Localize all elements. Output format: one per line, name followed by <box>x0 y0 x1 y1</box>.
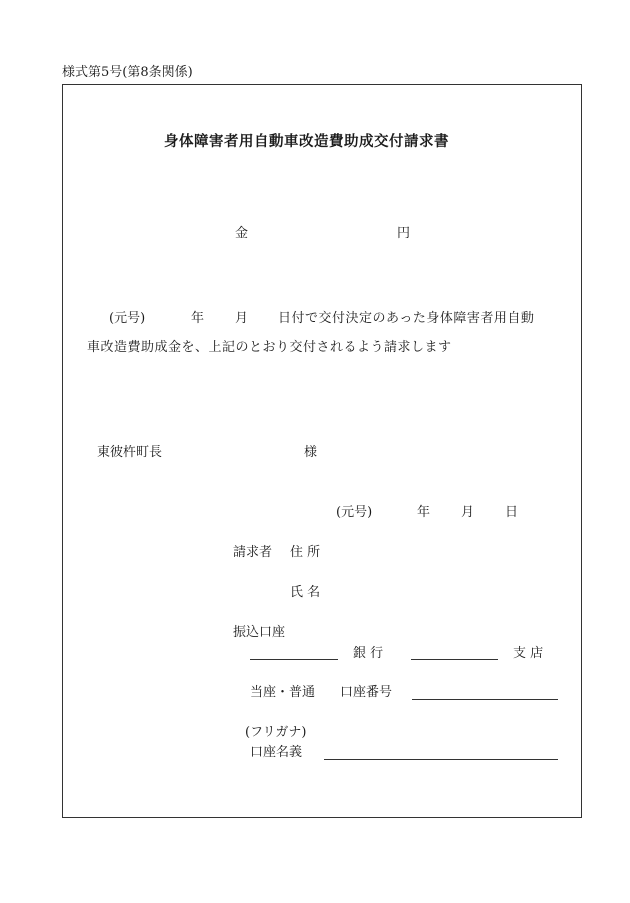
account-number-label: 口座番号 <box>340 685 393 700</box>
body-year: 年 <box>191 311 205 326</box>
date-month: 月 <box>461 505 475 520</box>
body-line2: 車改造費助成金を、上記のとおり交付されるよう請求します <box>87 340 452 355</box>
applicant-label: 請求者 <box>233 545 273 560</box>
date-day: 日 <box>505 505 519 520</box>
addressee-mayor: 東彼杵町長 <box>97 445 163 460</box>
furigana-label: (フリガナ) <box>245 725 307 740</box>
account-holder-line <box>324 759 558 760</box>
amount-en: 円 <box>397 226 411 241</box>
form-number: 様式第5号(第8条関係) <box>62 65 193 80</box>
applicant-name-label: 氏 名 <box>290 585 321 600</box>
date-era: (元号) <box>336 505 373 520</box>
body-era: (元号) <box>109 311 146 326</box>
branch-label: 支 店 <box>513 646 544 661</box>
amount-kin: 金 <box>235 226 249 241</box>
bank-transfer-label: 振込口座 <box>233 625 286 640</box>
bank-name-line <box>250 659 338 660</box>
date-year: 年 <box>417 505 431 520</box>
form-title: 身体障害者用自動車改造費助成交付請求書 <box>164 133 449 150</box>
bank-label: 銀 行 <box>353 646 384 661</box>
addressee-sama: 様 <box>304 445 318 460</box>
account-number-line <box>412 699 558 700</box>
branch-name-line <box>411 659 498 660</box>
body-month: 月 <box>235 311 249 326</box>
account-holder-label: 口座名義 <box>250 745 303 760</box>
applicant-address-label: 住 所 <box>290 545 321 560</box>
body-line1-rest: 日付で交付決定のあった身体障害者用自動 <box>278 311 535 326</box>
account-type-label: 当座・普通 <box>250 685 316 700</box>
